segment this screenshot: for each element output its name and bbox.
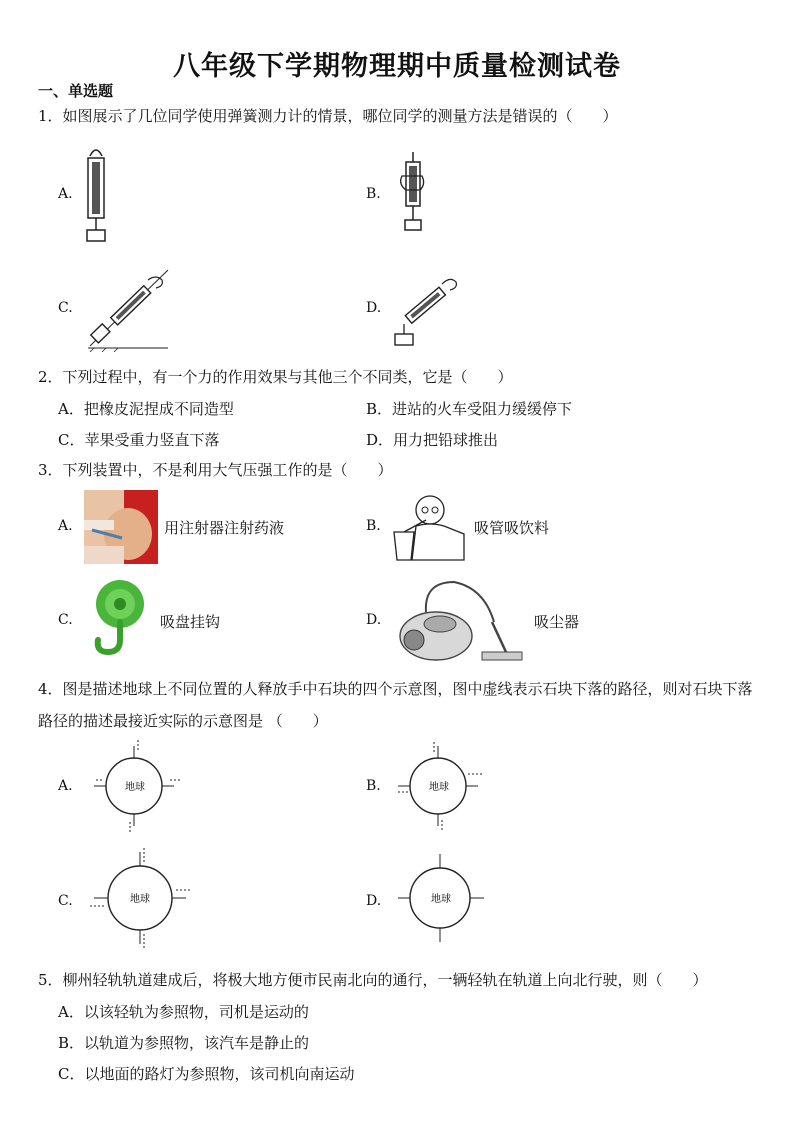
earth-diagram-d xyxy=(394,850,490,946)
q4-option-b-label: B. xyxy=(366,778,381,794)
question-4-stem: 4．图是描述地球上不同位置的人释放手中石块的四个示意图，图中虚线表示石块下落的路径，则对石块下落路径的描述最接近实际的示意图是 （ ） xyxy=(38,680,753,730)
spring-scale-b-image xyxy=(396,150,430,236)
earth-label-c: 地球 xyxy=(130,894,150,905)
q2-option-d[interactable]: D．用力把铅球推出 xyxy=(366,431,499,449)
page-title: 八年级下学期物理期中质量检测试卷 xyxy=(173,51,621,82)
q2-option-c[interactable]: C．苹果受重力竖直下落 xyxy=(58,431,220,449)
drinking-straw-image xyxy=(390,490,466,562)
q3-caption-b: 吸管吸饮料 xyxy=(474,519,550,537)
q3-option-d-label: D. xyxy=(366,612,382,628)
earth-label-a: 地球 xyxy=(125,782,145,793)
q3-option-a-label: A. xyxy=(58,518,73,534)
q4-option-a-label: A. xyxy=(58,778,73,794)
q3-caption-c: 吸盘挂钩 xyxy=(160,613,221,631)
syringe-injection-image xyxy=(84,490,158,564)
question-5-stem: 5．柳州轻轨轨道建成后，将极大地方便市民南北向的通行，一辆轻轨在轨道上向北行驶，则（ ） xyxy=(38,971,708,989)
spring-scale-a-image xyxy=(80,142,112,246)
q5-option-c[interactable]: C．以地面的路灯为参照物，该司机向南运动 xyxy=(58,1065,355,1083)
question-1-stem: 1．如图展示了几位同学使用弹簧测力计的情景，哪位同学的测量方法是错误的（ ） xyxy=(38,107,618,125)
q4-option-d-label: D. xyxy=(366,893,382,909)
q3-caption-a: 用注射器注射药液 xyxy=(164,519,285,537)
earth-diagram-b xyxy=(394,740,490,836)
q3-option-b-label: B. xyxy=(366,518,381,534)
q5-option-b[interactable]: B．以轨道为参照物，该汽车是静止的 xyxy=(58,1034,310,1052)
q3-option-c-label: C. xyxy=(58,612,73,628)
earth-diagram-c xyxy=(88,846,192,950)
q2-option-a[interactable]: A．把橡皮泥捏成不同造型 xyxy=(58,400,234,418)
spring-scale-c-image xyxy=(86,266,170,352)
q3-caption-d: 吸尘器 xyxy=(534,613,580,631)
section-heading: 一、单选题 xyxy=(38,82,114,100)
vacuum-cleaner-image xyxy=(396,578,526,668)
q1-option-a-label: A. xyxy=(58,186,73,202)
q1-option-d-label: D. xyxy=(366,300,382,316)
earth-label-b: 地球 xyxy=(429,782,449,793)
q2-option-b[interactable]: B．进站的火车受阻力缓缓停下 xyxy=(366,400,573,418)
spring-scale-d-image xyxy=(392,270,462,350)
q1-option-b-label: B. xyxy=(366,186,381,202)
q4-option-c-label: C. xyxy=(58,893,73,909)
q5-option-a[interactable]: A．以该轻轨为参照物，司机是运动的 xyxy=(58,1003,309,1021)
earth-diagram-a xyxy=(90,740,186,836)
question-3-stem: 3．下列装置中，不是利用大气压强工作的是（ ） xyxy=(38,461,393,479)
q1-option-c-label: C. xyxy=(58,300,73,316)
question-2-stem: 2．下列过程中，有一个力的作用效果与其他三个不同类，它是（ ） xyxy=(38,368,513,386)
earth-label-d: 地球 xyxy=(431,894,451,905)
suction-hook-image xyxy=(88,578,150,658)
